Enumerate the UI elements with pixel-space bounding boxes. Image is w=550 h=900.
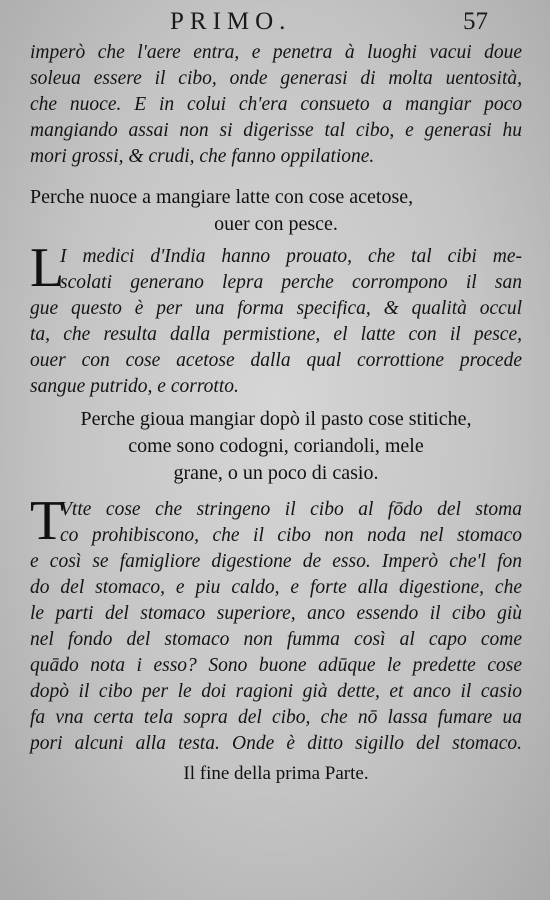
text-line: le parti del stomaco superiore, anco essendo il cibo giù [30,603,522,624]
text-line: do del stomaco, e piu caldo, e forte alla digestione, che [30,577,522,598]
text-line: mangiando assai non si digerisse tal cibo, e generasi hu [30,120,522,141]
text-line: I medici d'India hanno prouato, che tal cibi me- [60,246,522,267]
section-heading [30,406,522,487]
drop-cap: L [30,237,65,299]
page-header [0,6,550,38]
heading-line: come sono codogni, coriandoli, mele [128,435,424,457]
heading-line: Perche nuoce a mangiare latte con cose acetose, [30,186,414,208]
closing-line: Il fine della prima Parte. [183,763,369,784]
running-head: PRIMO. [170,8,292,35]
section-paragraph [30,490,522,757]
section-heading [30,184,522,238]
heading-line: grane, o un poco di casio. [173,462,379,484]
text-line: co prohibiscono, che il cibo non noda nel stomaco [60,525,522,546]
heading-line: Perche gioua mangiar dopò il pasto cose stitiche, [80,408,472,430]
page-number: 57 [463,8,488,35]
text-line: quādo nota i esso? Sono buone adūque le predette cose [30,655,522,676]
intro-paragraph [30,40,522,170]
text-line: mori grossi, & crudi, che fanno oppilatione. [30,146,375,167]
text-line: che nuoce. E in colui ch'era consueto a mangiar poco [30,94,522,115]
text-line: pori alcuni alla testa. Onde è ditto sigillo del stomaco. [30,733,522,754]
text-line: fa vna certa tela sopra del cibo, che nō lassa fumare ua [30,707,522,728]
text-line: ouer con cose acetose dalla qual corrottione procede [30,350,522,371]
text-line: ta, che resulta dalla permistione, el latte con il pesce, [30,324,522,345]
section-paragraph [30,237,522,400]
text-line: Vtte cose che stringeno il cibo al fōdo del stoma [60,499,522,520]
text-line: soleua essere il cibo, onde generasi di molta uentosità, [30,68,522,89]
page-body [30,40,522,787]
text-line: dopò il cibo per le doi ragioni già dette, et anco il casio [30,681,522,702]
text-line: imperò che l'aere entra, e penetra à luoghi vacui doue [30,42,522,63]
text-line: e così se famigliore digestione de esso. Imperò che'l fon [30,551,522,572]
text-line: scolati generano lepra perche corrompono il san [60,272,522,293]
heading-line: ouer con pesce. [214,213,338,235]
text-line: sangue putrido, e corrotto. [30,376,239,397]
drop-cap: T [30,490,65,552]
text-line: gue questo è per una forma specifica, & qualità occul [30,298,522,319]
text-line: nel fondo del stomaco non fumma così al capo come [30,629,522,650]
